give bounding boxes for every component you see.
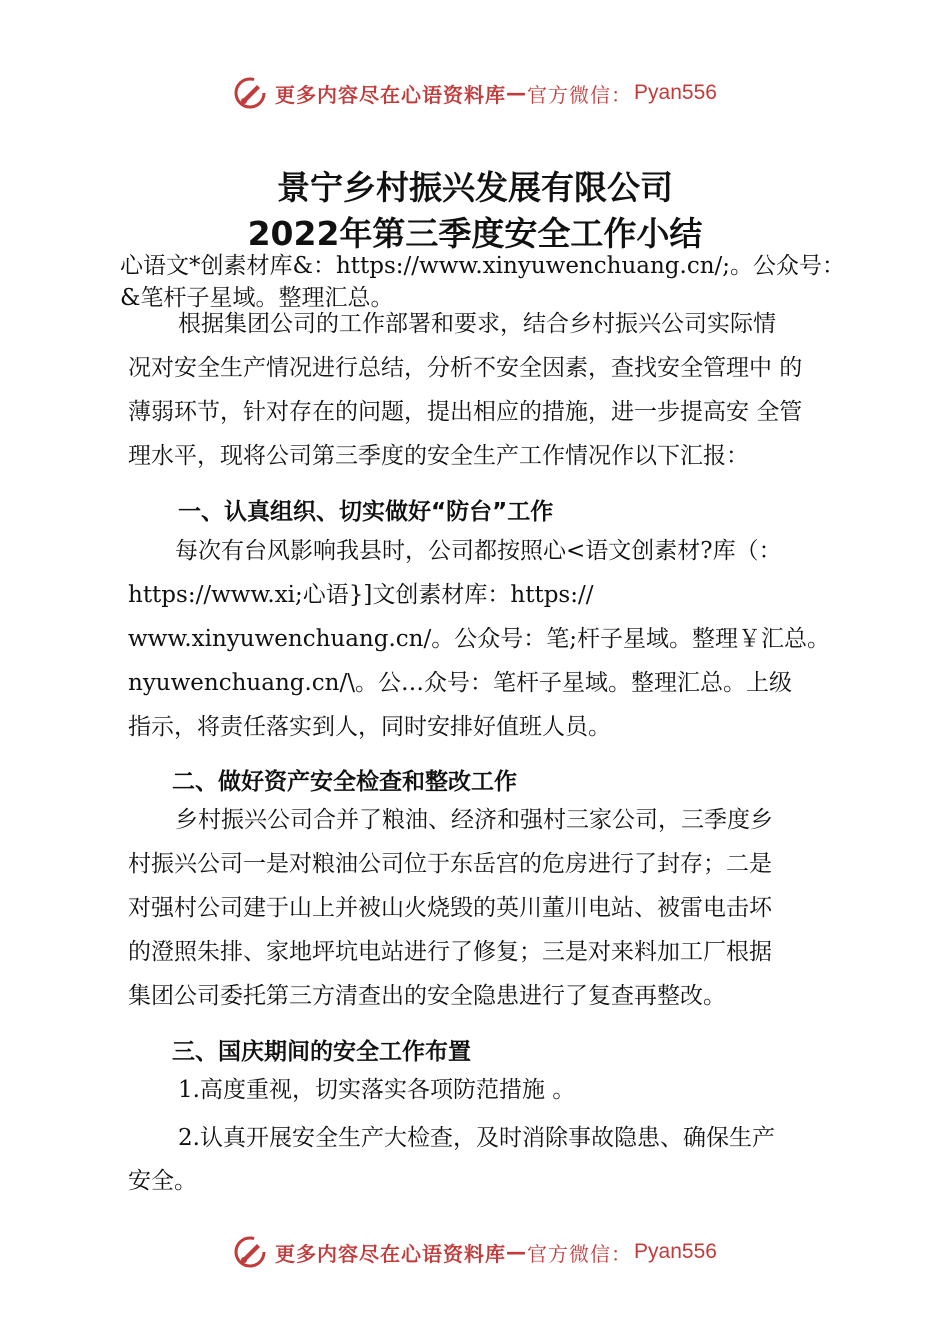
- banner-wechat-id: Pyan556: [634, 1240, 717, 1263]
- source-note-line: 心语文*创素材库&：https://www.xinyuwenchuang.cn/;。公众号：: [120, 253, 846, 279]
- banner-separator: —: [506, 1240, 528, 1264]
- section2-line: 村振兴公司一是对粮油公司位于东岳宫的危房进行了封存；二是: [128, 851, 772, 877]
- section-heading-2: 二、做好资产安全检查和整改工作: [172, 769, 517, 795]
- section3-item-continuation: 安全。: [128, 1168, 197, 1194]
- banner-text: 更多内容尽在心语资料库: [275, 1241, 507, 1266]
- banner-wechat-label: 官方微信：: [527, 1241, 633, 1266]
- watermark-banner-bottom: [0, 1227, 950, 1277]
- section1-line: https://www.xi;心语}]文创素材库：https://: [128, 582, 594, 608]
- banner-separator: —: [506, 81, 528, 105]
- section3-item: 2.认真开展安全生产大检查，及时消除事故隐患、确保生产: [178, 1125, 775, 1151]
- banner-wechat-label: 官方微信：: [527, 82, 633, 107]
- section-heading-3: 三、国庆期间的安全工作布置: [172, 1039, 471, 1065]
- brush-logo-icon: [233, 1235, 267, 1269]
- section1-line: 指示，将责任落实到人，同时安排好值班人员。: [128, 714, 611, 740]
- intro-line: 理水平，现将公司第三季度的安全生产工作情况作以下汇报：: [128, 443, 749, 469]
- section2-line: 乡村振兴公司合并了粮油、经济和强村三家公司，三季度乡: [175, 807, 773, 833]
- document-title-line1: 景宁乡村振兴发展有限公司: [277, 168, 673, 207]
- intro-line: 根据集团公司的工作部署和要求，结合乡村振兴公司实际情: [178, 311, 776, 337]
- watermark-banner-top: [0, 68, 950, 118]
- section2-line: 集团公司委托第三方清查出的安全隐患进行了复查再整改。: [128, 983, 726, 1009]
- banner-wechat-id: Pyan556: [634, 81, 717, 104]
- banner-text: 更多内容尽在心语资料库: [275, 82, 507, 107]
- section1-line: www.xinyuwenchuang.cn/。公众号：笔;杆子星域。整理￥汇总。: [128, 626, 830, 652]
- section2-line: 对强村公司建于山上并被山火烧毁的英川董川电站、被雷电击坏: [128, 895, 772, 921]
- document-title-line2: 2022年第三季度安全工作小结: [247, 214, 703, 253]
- section-heading-1: 一、认真组织、切实做好“防台”工作: [178, 499, 554, 525]
- intro-line: 薄弱环节，针对存在的问题，提出相应的措施，进一步提高安 全管: [128, 399, 803, 425]
- section1-line: 每次有台风影响我县时，公司都按照心<语文创素材?库（：: [175, 538, 782, 564]
- section1-line: nyuwenchuang.cn/\。公…众号：笔杆子星域。整理汇总。上级: [128, 670, 792, 696]
- section3-item: 1.高度重视，切实落实各项防范措施 。: [178, 1077, 576, 1103]
- section2-line: 的澄照朱排、家地坪坑电站进行了修复；三是对来料加工厂根据: [128, 939, 772, 965]
- brush-logo-icon: [233, 76, 267, 110]
- intro-line: 况对安全生产情况进行总结，分析不安全因素，查找安全管理中 的: [128, 355, 803, 381]
- source-note-line: &笔杆子星域。整理汇总。: [120, 285, 394, 311]
